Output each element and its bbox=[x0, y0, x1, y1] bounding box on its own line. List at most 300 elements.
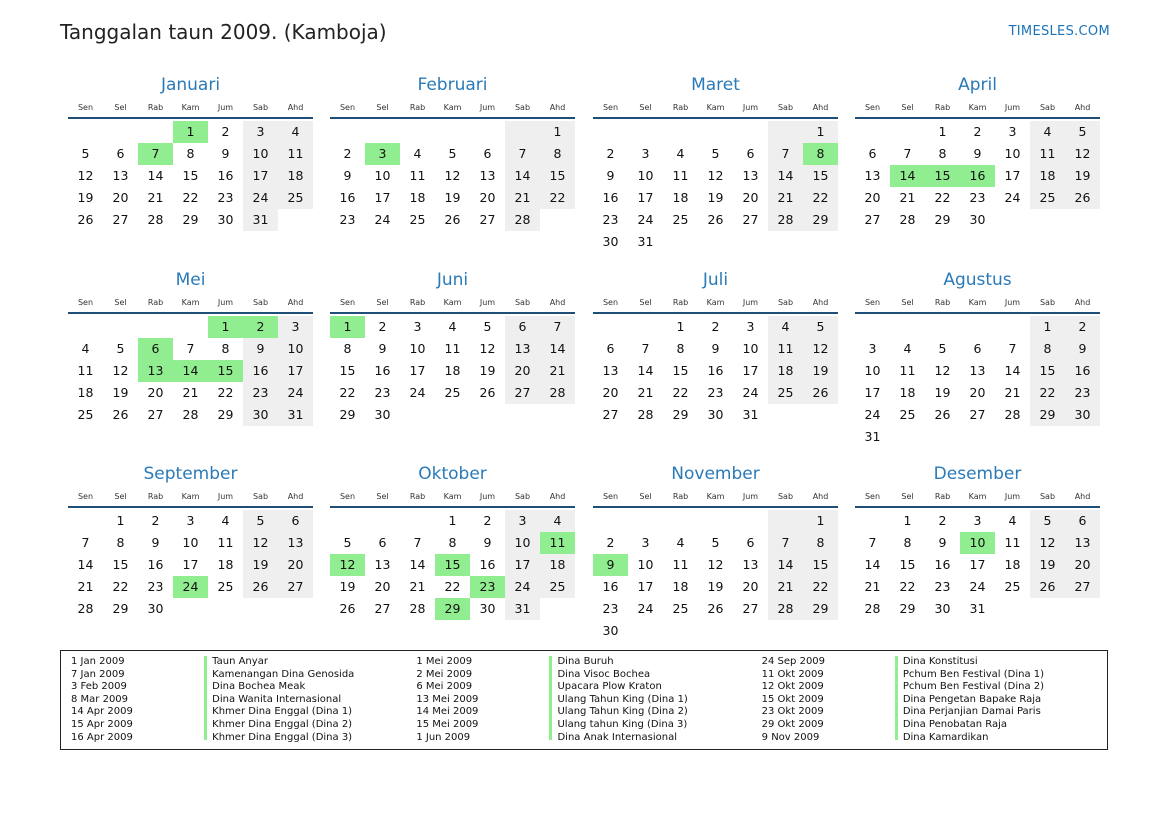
empty-cell bbox=[540, 404, 575, 426]
day-cell: 2 bbox=[973, 124, 982, 139]
legend-date: 12 Okt 2009 bbox=[761, 681, 824, 693]
day-cell: 16 bbox=[147, 557, 164, 572]
day-cell: 5 bbox=[1030, 510, 1065, 532]
day-cell: 15 bbox=[1030, 360, 1065, 382]
day-cell: 8 bbox=[116, 535, 125, 550]
holiday-day-cell: 3 bbox=[365, 143, 400, 165]
day-cell: 6 bbox=[378, 535, 387, 550]
legend-date: 1 Jun 2009 bbox=[416, 731, 471, 743]
day-cell: 2 bbox=[221, 124, 230, 139]
empty-cell bbox=[1030, 209, 1065, 231]
day-cell: 16 bbox=[707, 363, 724, 378]
day-cell: 26 bbox=[77, 212, 94, 227]
weekday-label: Jum bbox=[742, 298, 759, 307]
day-cell: 22 bbox=[540, 187, 575, 209]
day-cell: 5 bbox=[938, 341, 947, 356]
weekday-label: Sel bbox=[376, 103, 389, 112]
day-cell: 19 bbox=[77, 190, 94, 205]
day-cell: 28 bbox=[768, 209, 803, 231]
empty-cell bbox=[628, 510, 663, 532]
weekday-label: Ahd bbox=[1074, 492, 1091, 501]
day-cell: 14 bbox=[505, 165, 540, 187]
day-cell: 29 bbox=[112, 601, 129, 616]
legend-date: 14 Mei 2009 bbox=[416, 706, 479, 718]
empty-cell bbox=[278, 209, 313, 231]
day-cell: 23 bbox=[147, 579, 164, 594]
day-cell: 19 bbox=[934, 385, 951, 400]
day-cell: 25 bbox=[768, 382, 803, 404]
weekday-label: Sen bbox=[602, 492, 619, 501]
day-cell: 23 bbox=[339, 212, 356, 227]
day-cell: 27 bbox=[147, 407, 164, 422]
weekday-label: Kam bbox=[181, 492, 200, 501]
day-cell: 18 bbox=[899, 385, 916, 400]
day-cell: 26 bbox=[112, 407, 129, 422]
day-cell: 19 bbox=[479, 363, 496, 378]
empty-cell bbox=[733, 620, 768, 642]
weekday-label: Rab bbox=[672, 492, 689, 501]
weekday-label: Jum bbox=[479, 298, 496, 307]
day-cell: 14 bbox=[409, 557, 426, 572]
day-cell: 28 bbox=[147, 212, 164, 227]
day-cell: 18 bbox=[217, 557, 234, 572]
day-cell: 6 bbox=[278, 510, 313, 532]
day-cell: 16 bbox=[374, 363, 391, 378]
day-cell: 17 bbox=[505, 554, 540, 576]
day-cell: 15 bbox=[339, 363, 356, 378]
day-cell: 5 bbox=[711, 535, 720, 550]
day-grid bbox=[68, 316, 313, 426]
empty-cell bbox=[208, 598, 243, 620]
day-cell: 5 bbox=[81, 146, 90, 161]
day-cell: 25 bbox=[540, 576, 575, 598]
empty-cell bbox=[925, 316, 960, 338]
holiday-day-cell: 15 bbox=[435, 554, 470, 576]
day-cell: 23 bbox=[602, 601, 619, 616]
weekday-label: Sab bbox=[777, 298, 794, 307]
day-cell: 9 bbox=[343, 168, 352, 183]
legend-date: 1 Jan 2009 bbox=[71, 656, 125, 667]
legend-holiday-name: Dina Pengetan Bapake Raja bbox=[902, 693, 1042, 705]
empty-cell bbox=[698, 121, 733, 143]
day-cell: 24 bbox=[637, 601, 654, 616]
day-cell: 13 bbox=[742, 557, 759, 572]
day-cell: 12 bbox=[1065, 143, 1100, 165]
day-cell: 18 bbox=[1004, 557, 1021, 572]
day-cell: 14 bbox=[768, 165, 803, 187]
day-cell: 1 bbox=[448, 513, 457, 528]
weekday-label: Ahd bbox=[287, 492, 304, 501]
day-cell: 16 bbox=[479, 557, 496, 572]
weekday-label: Rab bbox=[934, 103, 951, 112]
day-cell: 18 bbox=[77, 385, 94, 400]
empty-cell bbox=[890, 121, 925, 143]
day-cell: 4 bbox=[676, 146, 685, 161]
empty-cell bbox=[995, 316, 1030, 338]
day-cell: 17 bbox=[637, 190, 654, 205]
day-cell: 14 bbox=[77, 557, 94, 572]
weekday-header bbox=[593, 102, 838, 119]
day-cell: 7 bbox=[768, 143, 803, 165]
legend-date: 14 Apr 2009 bbox=[71, 706, 133, 718]
holiday-day-cell: 1 bbox=[173, 121, 208, 143]
day-cell: 5 bbox=[343, 535, 352, 550]
day-cell: 21 bbox=[864, 579, 881, 594]
empty-cell bbox=[365, 510, 400, 532]
day-cell: 17 bbox=[742, 363, 759, 378]
legend-date: 23 Okt 2009 bbox=[761, 706, 824, 718]
day-cell: 30 bbox=[147, 601, 164, 616]
empty-cell bbox=[593, 121, 628, 143]
day-cell: 11 bbox=[672, 557, 689, 572]
legend-holiday-name: Dina Buruh bbox=[557, 656, 614, 667]
day-cell: 4 bbox=[81, 341, 90, 356]
day-cell: 10 bbox=[409, 341, 426, 356]
empty-cell bbox=[768, 404, 803, 426]
empty-cell bbox=[663, 510, 698, 532]
day-cell: 26 bbox=[707, 601, 724, 616]
weekday-label: Sel bbox=[114, 103, 127, 112]
day-cell: 5 bbox=[803, 316, 838, 338]
day-cell: 14 bbox=[768, 554, 803, 576]
day-cell: 7 bbox=[768, 532, 803, 554]
day-cell: 17 bbox=[969, 557, 986, 572]
empty-cell bbox=[365, 121, 400, 143]
empty-cell bbox=[103, 121, 138, 143]
day-cell: 28 bbox=[505, 209, 540, 231]
holiday-day-cell: 8 bbox=[803, 143, 838, 165]
weekday-header bbox=[68, 297, 313, 314]
month-juli bbox=[593, 269, 838, 426]
empty-cell bbox=[173, 598, 208, 620]
legend-holiday-name: Dina Perjanjian Damai Paris bbox=[902, 706, 1041, 718]
month-januari bbox=[68, 74, 313, 231]
weekday-label: Rab bbox=[147, 298, 164, 307]
day-cell: 8 bbox=[676, 341, 685, 356]
weekday-header bbox=[330, 297, 575, 314]
holiday-day-cell: 15 bbox=[925, 165, 960, 187]
day-cell: 12 bbox=[112, 363, 129, 378]
day-cell: 14 bbox=[147, 168, 164, 183]
empty-cell bbox=[1030, 426, 1065, 448]
weekday-label: Ahd bbox=[812, 492, 829, 501]
day-cell: 6 bbox=[868, 146, 877, 161]
day-cell: 20 bbox=[479, 190, 496, 205]
weekday-label: Kam bbox=[968, 298, 987, 307]
day-cell: 22 bbox=[339, 385, 356, 400]
weekday-label: Sab bbox=[514, 298, 531, 307]
day-cell: 1 bbox=[540, 121, 575, 143]
day-cell: 3 bbox=[868, 341, 877, 356]
empty-cell bbox=[698, 620, 733, 642]
day-cell: 12 bbox=[803, 338, 838, 360]
legend-holiday-name: Dina Bochea Meak bbox=[212, 681, 306, 693]
day-cell: 29 bbox=[339, 407, 356, 422]
day-cell: 2 bbox=[711, 319, 720, 334]
day-cell: 6 bbox=[483, 146, 492, 161]
empty-cell bbox=[330, 121, 365, 143]
brand-link[interactable]: TIMESLES.COM bbox=[1008, 24, 1110, 39]
legend-holiday-name: Upacara Plow Kraton bbox=[557, 681, 662, 693]
day-cell: 28 bbox=[899, 212, 916, 227]
day-cell: 8 bbox=[803, 532, 838, 554]
empty-cell bbox=[628, 620, 663, 642]
day-cell: 27 bbox=[742, 212, 759, 227]
day-cell: 24 bbox=[505, 576, 540, 598]
day-cell: 7 bbox=[413, 535, 422, 550]
day-cell: 10 bbox=[243, 143, 278, 165]
weekday-label: Sen bbox=[602, 103, 619, 112]
day-cell: 8 bbox=[938, 146, 947, 161]
day-cell: 3 bbox=[973, 513, 982, 528]
empty-cell bbox=[505, 404, 540, 426]
day-cell: 10 bbox=[637, 557, 654, 572]
day-cell: 2 bbox=[606, 535, 615, 550]
day-cell: 4 bbox=[903, 341, 912, 356]
empty-cell bbox=[995, 598, 1030, 620]
day-cell: 30 bbox=[969, 212, 986, 227]
day-cell: 14 bbox=[540, 338, 575, 360]
day-cell: 28 bbox=[182, 407, 199, 422]
day-grid bbox=[68, 510, 313, 620]
day-cell: 7 bbox=[81, 535, 90, 550]
empty-cell bbox=[890, 316, 925, 338]
day-cell: 21 bbox=[77, 579, 94, 594]
day-cell: 20 bbox=[742, 579, 759, 594]
weekday-label: Jum bbox=[1004, 298, 1021, 307]
month-agustus bbox=[855, 269, 1100, 448]
day-cell: 9 bbox=[483, 535, 492, 550]
empty-cell bbox=[663, 620, 698, 642]
legend-holiday-name: Dina Kamardikan bbox=[902, 731, 989, 743]
day-cell: 31 bbox=[637, 234, 654, 249]
legend-names-column bbox=[895, 656, 1107, 743]
legend-dates-column bbox=[762, 656, 895, 749]
day-cell: 18 bbox=[444, 363, 461, 378]
day-cell: 11 bbox=[217, 535, 234, 550]
empty-cell bbox=[68, 121, 103, 143]
day-cell: 5 bbox=[448, 146, 457, 161]
day-cell: 27 bbox=[374, 601, 391, 616]
day-cell: 15 bbox=[899, 557, 916, 572]
weekday-label: Jum bbox=[1004, 492, 1021, 501]
day-cell: 29 bbox=[934, 212, 951, 227]
day-cell: 25 bbox=[217, 579, 234, 594]
empty-cell bbox=[803, 620, 838, 642]
month-name: Mei bbox=[175, 270, 206, 290]
day-cell: 22 bbox=[1030, 382, 1065, 404]
empty-cell bbox=[768, 620, 803, 642]
day-cell: 22 bbox=[803, 576, 838, 598]
day-cell: 27 bbox=[112, 212, 129, 227]
legend-holiday-name: Dina Visoc Bochea bbox=[557, 668, 651, 680]
day-cell: 29 bbox=[1030, 404, 1065, 426]
legend-holiday-name: Dina Anak Internasional bbox=[557, 731, 677, 743]
weekday-header bbox=[68, 491, 313, 508]
weekday-label: Sab bbox=[1039, 103, 1056, 112]
day-cell: 25 bbox=[77, 407, 94, 422]
holiday-day-cell: 15 bbox=[208, 360, 243, 382]
day-cell: 9 bbox=[378, 341, 387, 356]
legend-date: 29 Okt 2009 bbox=[761, 718, 824, 730]
day-cell: 23 bbox=[217, 190, 234, 205]
month-februari bbox=[330, 74, 575, 231]
day-cell: 30 bbox=[374, 407, 391, 422]
empty-cell bbox=[1065, 598, 1100, 620]
weekday-header bbox=[855, 297, 1100, 314]
empty-cell bbox=[330, 510, 365, 532]
empty-cell bbox=[890, 426, 925, 448]
empty-cell bbox=[995, 209, 1030, 231]
day-cell: 11 bbox=[899, 363, 916, 378]
day-cell: 24 bbox=[374, 212, 391, 227]
legend-names-column bbox=[204, 656, 416, 743]
day-cell: 11 bbox=[409, 168, 426, 183]
empty-cell bbox=[1030, 598, 1065, 620]
day-cell: 31 bbox=[969, 601, 986, 616]
day-cell: 7 bbox=[540, 316, 575, 338]
day-cell: 27 bbox=[969, 407, 986, 422]
day-cell: 28 bbox=[1004, 407, 1021, 422]
holiday-day-cell: 14 bbox=[890, 165, 925, 187]
day-grid bbox=[855, 316, 1100, 448]
day-cell: 23 bbox=[602, 212, 619, 227]
day-cell: 13 bbox=[479, 168, 496, 183]
day-cell: 13 bbox=[112, 168, 129, 183]
day-grid bbox=[855, 510, 1100, 620]
weekday-header bbox=[330, 102, 575, 119]
day-cell: 12 bbox=[1030, 532, 1065, 554]
day-grid bbox=[855, 121, 1100, 231]
day-cell: 20 bbox=[112, 190, 129, 205]
weekday-label: Sel bbox=[639, 103, 652, 112]
weekday-label: Ahd bbox=[812, 103, 829, 112]
day-cell: 22 bbox=[112, 579, 129, 594]
page-title: Tanggalan taun 2009. (Kamboja) bbox=[60, 20, 387, 44]
weekday-label: Ahd bbox=[287, 298, 304, 307]
legend-holiday-name: Khmer Dina Enggal (Dina 1) bbox=[212, 706, 353, 718]
day-grid bbox=[593, 510, 838, 642]
weekday-label: Rab bbox=[672, 298, 689, 307]
weekday-label: Jum bbox=[1004, 103, 1021, 112]
day-cell: 5 bbox=[116, 341, 125, 356]
weekday-label: Ahd bbox=[287, 103, 304, 112]
day-cell: 25 bbox=[278, 187, 313, 209]
month-name: Februari bbox=[417, 75, 488, 95]
legend-names-column bbox=[549, 656, 761, 743]
weekday-label: Sen bbox=[77, 492, 94, 501]
weekday-label: Kam bbox=[706, 492, 725, 501]
day-cell: 3 bbox=[505, 510, 540, 532]
legend-date: 15 Okt 2009 bbox=[761, 693, 824, 705]
day-cell: 30 bbox=[602, 623, 619, 638]
legend-date: 7 Jan 2009 bbox=[71, 668, 125, 680]
day-cell: 19 bbox=[243, 554, 278, 576]
day-cell: 17 bbox=[637, 579, 654, 594]
month-name: Agustus bbox=[943, 270, 1012, 290]
day-cell: 30 bbox=[707, 407, 724, 422]
day-cell: 21 bbox=[637, 385, 654, 400]
empty-cell bbox=[593, 510, 628, 532]
empty-cell bbox=[663, 231, 698, 253]
weekday-label: Ahd bbox=[1074, 298, 1091, 307]
day-cell: 18 bbox=[409, 190, 426, 205]
empty-cell bbox=[68, 510, 103, 532]
day-cell: 14 bbox=[1004, 363, 1021, 378]
day-cell: 20 bbox=[505, 360, 540, 382]
empty-cell bbox=[698, 231, 733, 253]
day-cell: 1 bbox=[803, 121, 838, 143]
weekday-label: Sen bbox=[77, 103, 94, 112]
empty-cell bbox=[628, 121, 663, 143]
weekday-label: Ahd bbox=[549, 492, 566, 501]
legend-date: 6 Mei 2009 bbox=[416, 681, 473, 693]
legend-date: 9 Nov 2009 bbox=[761, 731, 820, 743]
day-cell: 21 bbox=[1004, 385, 1021, 400]
day-cell: 11 bbox=[278, 143, 313, 165]
day-cell: 4 bbox=[1008, 513, 1017, 528]
day-cell: 31 bbox=[864, 429, 881, 444]
day-cell: 13 bbox=[278, 532, 313, 554]
empty-cell bbox=[1065, 209, 1100, 231]
weekday-label: Sab bbox=[252, 492, 269, 501]
day-cell: 21 bbox=[768, 576, 803, 598]
day-cell: 9 bbox=[221, 146, 230, 161]
day-cell: 4 bbox=[768, 316, 803, 338]
empty-cell bbox=[400, 121, 435, 143]
day-cell: 10 bbox=[505, 532, 540, 554]
day-cell: 26 bbox=[444, 212, 461, 227]
legend-holiday-name: Khmer Dina Enggal (Dina 3) bbox=[212, 731, 353, 743]
day-cell: 13 bbox=[374, 557, 391, 572]
day-cell: 19 bbox=[803, 360, 838, 382]
holiday-day-cell: 16 bbox=[960, 165, 995, 187]
day-cell: 30 bbox=[602, 234, 619, 249]
day-cell: 26 bbox=[339, 601, 356, 616]
day-cell: 3 bbox=[186, 513, 195, 528]
holiday-day-cell: 1 bbox=[330, 316, 365, 338]
day-cell: 23 bbox=[934, 579, 951, 594]
day-cell: 17 bbox=[1004, 168, 1021, 183]
day-cell: 8 bbox=[540, 143, 575, 165]
day-cell: 12 bbox=[934, 363, 951, 378]
day-cell: 25 bbox=[672, 212, 689, 227]
day-cell: 19 bbox=[112, 385, 129, 400]
day-cell: 15 bbox=[182, 168, 199, 183]
weekday-label: Sab bbox=[1039, 492, 1056, 501]
day-cell: 11 bbox=[77, 363, 94, 378]
empty-cell bbox=[470, 121, 505, 143]
weekday-label: Kam bbox=[706, 103, 725, 112]
day-cell: 21 bbox=[409, 579, 426, 594]
day-cell: 2 bbox=[483, 513, 492, 528]
empty-cell bbox=[960, 316, 995, 338]
weekday-label: Ahd bbox=[1074, 103, 1091, 112]
day-cell: 22 bbox=[182, 190, 199, 205]
weekday-label: Sel bbox=[901, 103, 914, 112]
day-cell: 22 bbox=[899, 579, 916, 594]
weekday-label: Rab bbox=[147, 492, 164, 501]
day-cell: 30 bbox=[1065, 404, 1100, 426]
day-cell: 3 bbox=[641, 535, 650, 550]
empty-cell bbox=[138, 121, 173, 143]
day-cell: 9 bbox=[938, 535, 947, 550]
day-cell: 3 bbox=[413, 319, 422, 334]
day-cell: 9 bbox=[243, 338, 278, 360]
day-cell: 26 bbox=[1065, 187, 1100, 209]
holiday-day-cell: 24 bbox=[173, 576, 208, 598]
day-cell: 2 bbox=[1065, 316, 1100, 338]
